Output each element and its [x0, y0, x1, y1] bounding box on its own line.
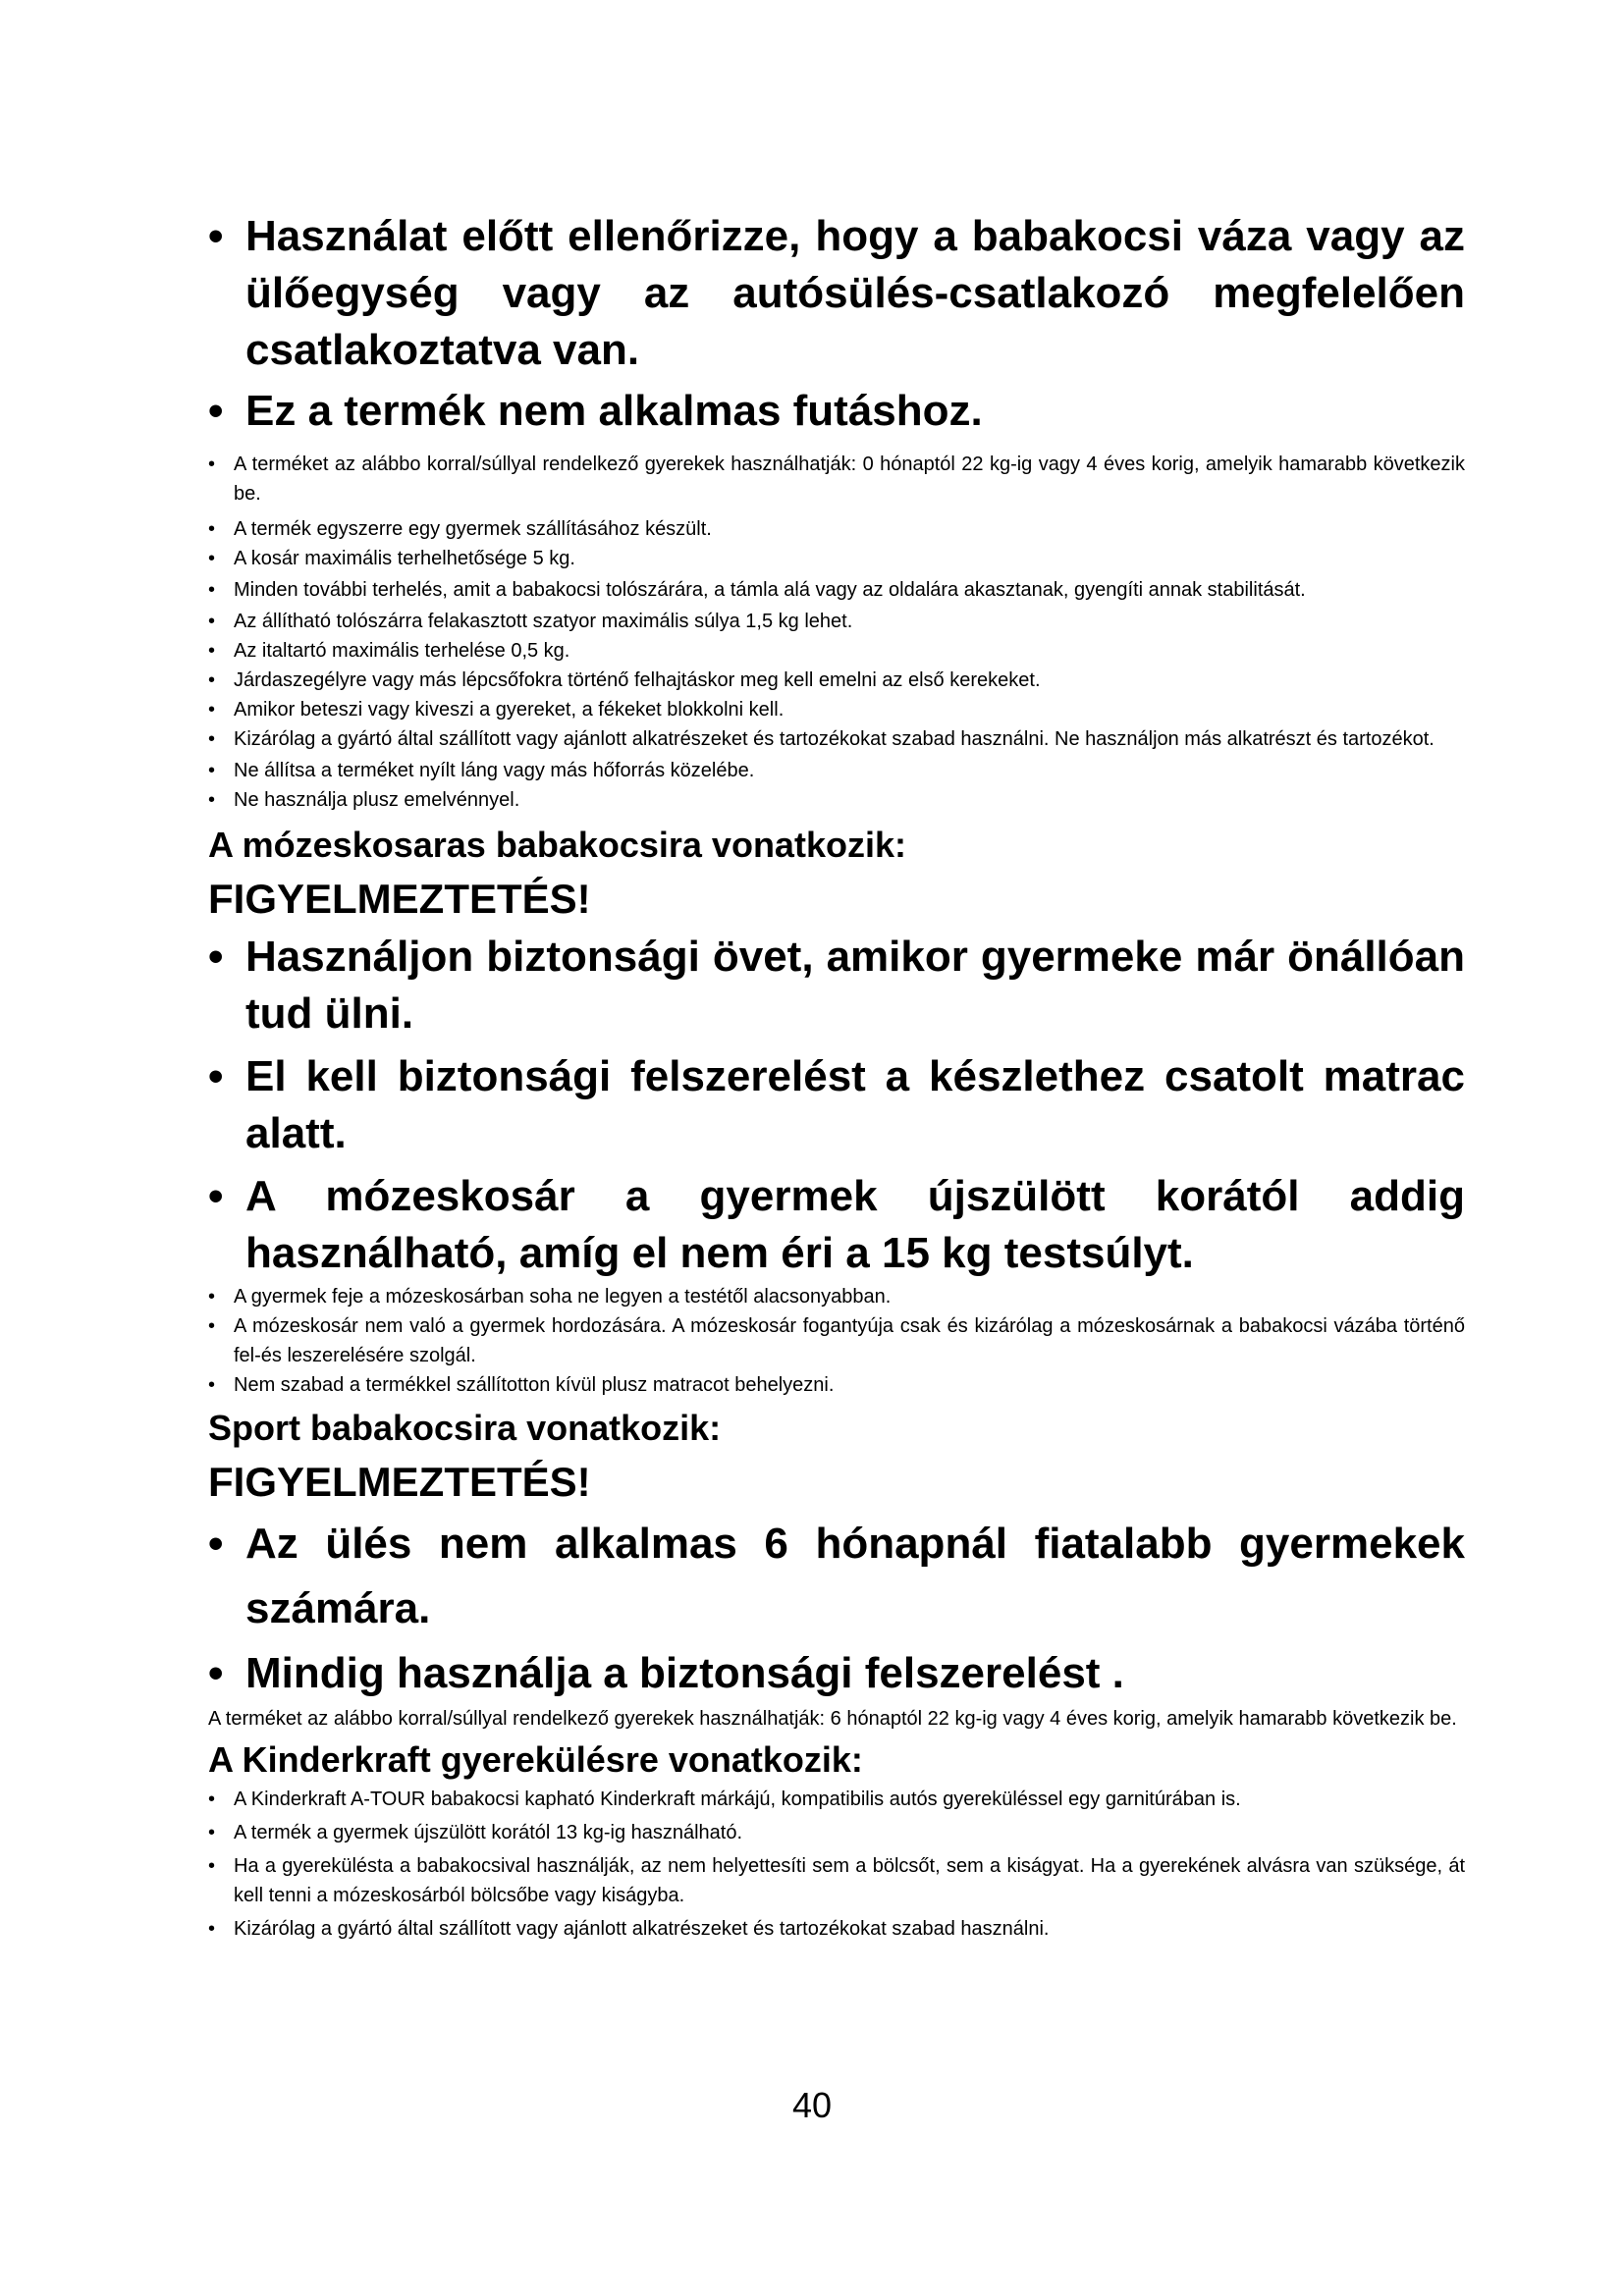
- section3-small-list: [208, 1785, 1465, 1944]
- list-item: • Mindig használja a biztonsági felszerelést .: [208, 1645, 1465, 1702]
- warning-title: FIGYELMEZTETÉS!: [208, 1459, 591, 1505]
- list-item: • Amikor beteszi vagy kiveszi a gyereket, a fékeket blokkolni kell.: [208, 695, 1465, 724]
- list-item: • Minden további terhelés, amit a babakocsi tolószárára, a támla alá vagy az oldalára akasztanak, gyengíti annak stabilitását.: [208, 575, 1465, 605]
- list-item: • A terméket az alábbo korral/súllyal rendelkező gyerekek használhatják: 0 hónaptól 22 kg-ig vagy 4 éves korig, amelyik hamarabb következik be.: [208, 450, 1465, 508]
- intro-small-list: [208, 450, 1465, 815]
- list-item: • Ha a gyereküléstа a babakocsival használják, az nem helyettesíti sem a bölcsőt, sem a kiságyat. Ha a gyerekének alvásra van szüksége, át kell tenni a mózeskosárból bölcsőbe vagy kiságyba.: [208, 1851, 1465, 1910]
- section-heading: A Kinderkraft gyerekülésre vonatkozik:: [208, 1739, 863, 1780]
- list-item: • Kizárólag a gyártó által szállított vagy ajánlott alkatrészeket és tartozékokat szabad használni.: [208, 1914, 1465, 1944]
- list-item: • A termék a gyermek újszülött korától 13 kg-ig használható.: [208, 1818, 1465, 1847]
- page-number: 40: [791, 2085, 833, 2125]
- list-item: • Használat előtt ellenőrizze, hogy a babakocsi váza vagy az ülőegység vagy az autósülés-csatlakozó megfelelően csatlakoztatva van.: [208, 208, 1465, 379]
- list-item: • Ne állítsa a terméket nyílt láng vagy más hőforrás közelébe.: [208, 756, 1465, 785]
- section2-bold-list: [208, 1512, 1465, 1702]
- list-item: • Az italtartó maximális terhelése 0,5 kg.: [208, 636, 1465, 666]
- list-item: • Ez a termék nem alkalmas futáshoz.: [208, 383, 1465, 440]
- list-item: • Használjon biztonsági övet, amikor gyermeke már önállóan tud ülni.: [208, 929, 1465, 1042]
- list-item: • A mózeskosár a gyermek újszülött korától addig használható, amíg el nem éri a 15 kg testsúlyt.: [208, 1168, 1465, 1282]
- list-item: • Nem szabad a termékkel szállítotton kívül plusz matracot behelyezni.: [208, 1370, 1465, 1400]
- list-item: • A Kinderkraft A-TOUR babakocsi kapható Kinderkraft márkájú, kompatibilis autós gyereküléssel egy garnitúrában is.: [208, 1785, 1465, 1814]
- list-item: • A mózeskosár nem való a gyermek hordozására. A mózeskosár fogantyúja csak és kizárólag a mózeskosárnak a babakocsi vázába történő fel-és leszerelésére szolgál.: [208, 1311, 1465, 1370]
- list-item: • Az ülés nem alkalmas 6 hónapnál fiatalabb gyermekek számára.: [208, 1512, 1465, 1641]
- list-item: • A gyermek feje a mózeskosárban soha ne legyen a testétől alacsonyabban.: [208, 1282, 1465, 1311]
- list-item: • A termék egyszerre egy gyermek szállításához készült.: [208, 514, 1465, 544]
- section1-small-list: [208, 1282, 1465, 1400]
- section1-bold-list: [208, 929, 1465, 1282]
- intro-bold-list: [208, 208, 1465, 440]
- list-item: • El kell biztonsági felszerelést a készlethez csatolt matrac alatt.: [208, 1048, 1465, 1162]
- section-heading: A mózeskosaras babakocsira vonatkozik:: [208, 825, 906, 865]
- list-item: • Kizárólag a gyártó által szállított vagy ajánlott alkatrészeket és tartozékokat szabad használni. Ne használjon más alkatrészt és tartozékot.: [208, 724, 1465, 754]
- warning-title: FIGYELMEZTETÉS!: [208, 876, 591, 922]
- age-note: A terméket az alábbo korral/súllyal rendelkező gyerekek használhatják: 6 hónaptól 22 kg-ig vagy 4 éves korig, amelyik hamarabb következik be.: [208, 1708, 1457, 1730]
- list-item: • Járdaszegélyre vagy más lépcsőfokra történő felhajtáskor meg kell emelni az első kerekeket.: [208, 666, 1465, 695]
- list-item: • Az állítható tolószárra felakasztott szatyor maximális súlya 1,5 kg lehet.: [208, 607, 1465, 636]
- list-item: • A kosár maximális terhelhetősége 5 kg.: [208, 544, 1465, 573]
- section-heading: Sport babakocsira vonatkozik:: [208, 1408, 722, 1448]
- list-item: • Ne használja plusz emelvénnyel.: [208, 785, 1465, 815]
- document-page: [208, 208, 1465, 1944]
